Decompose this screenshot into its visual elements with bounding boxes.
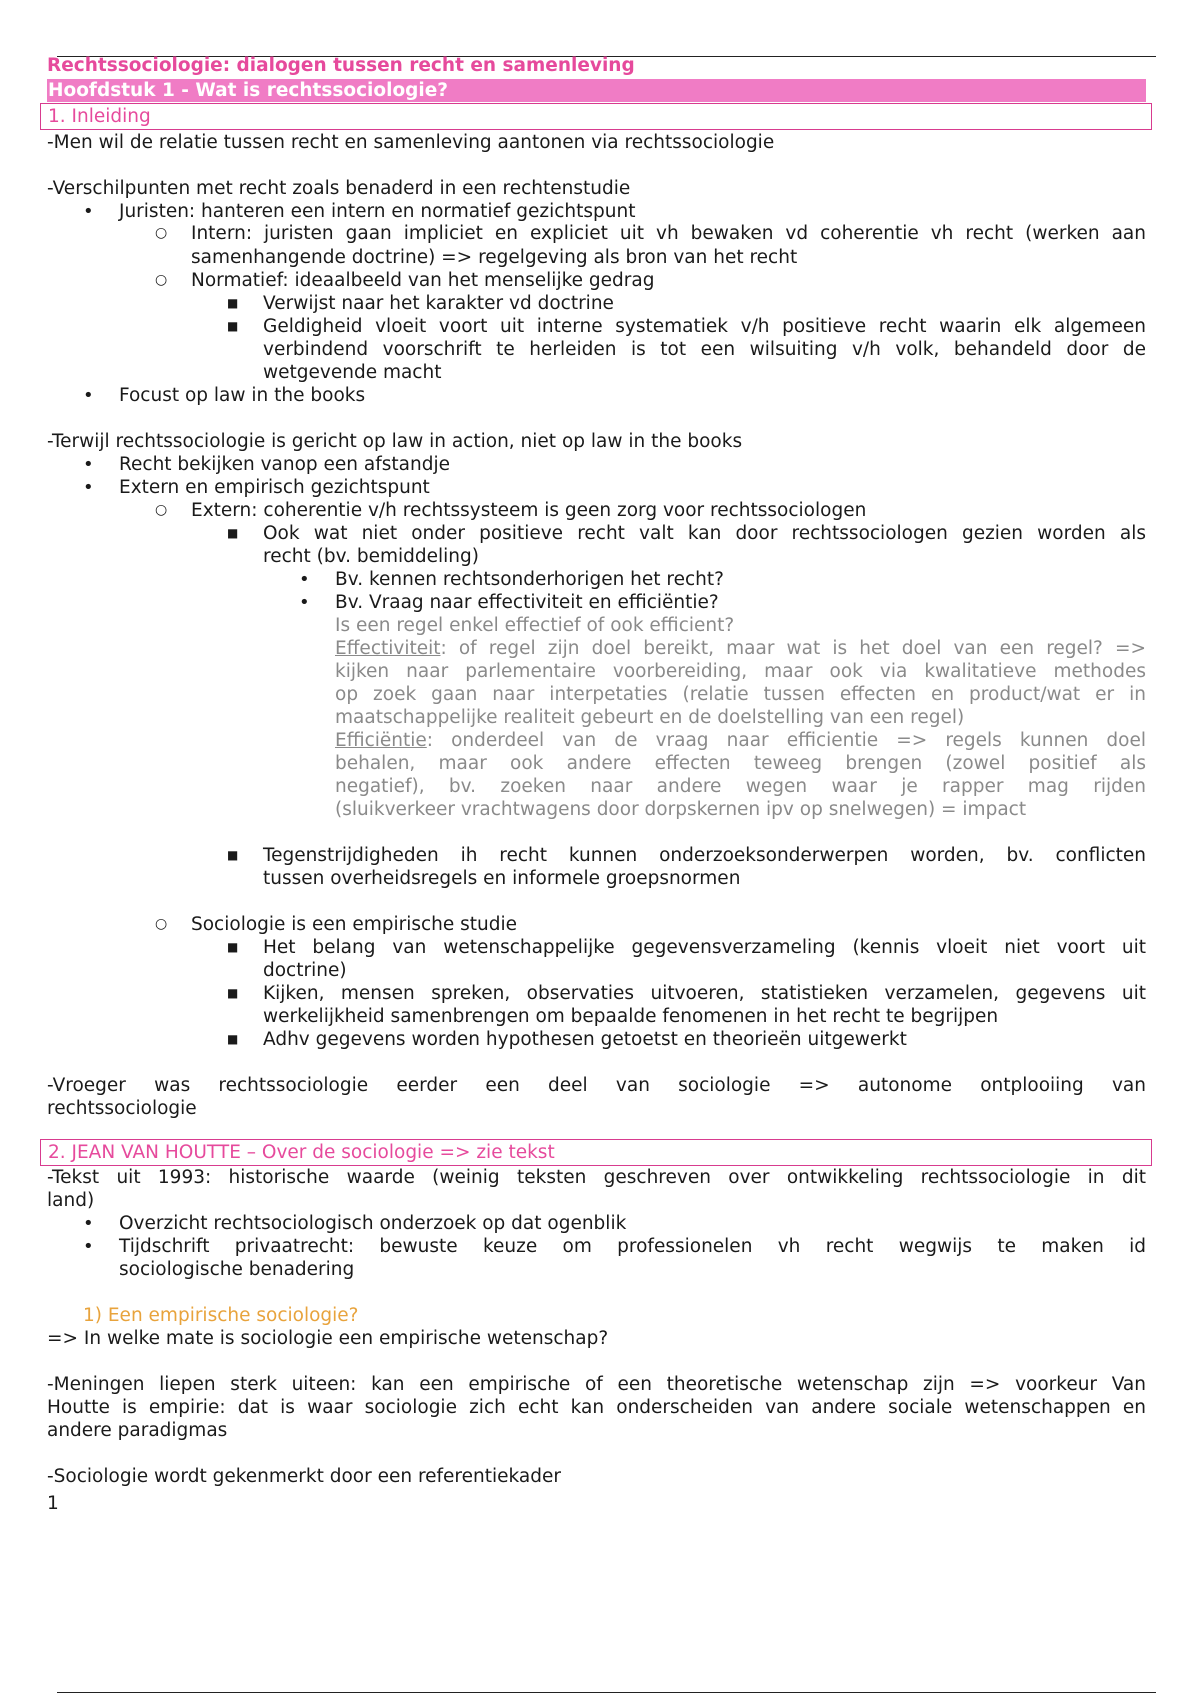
list-item: Adhv gegevens worden hypothesen getoetst en theorieën uitgewerkt	[263, 1029, 907, 1050]
note-line: (sluikverkeer vrachtwagens door dorpskernen ipv op snelwegen) = impact	[335, 799, 1027, 820]
section-heading-van-houtte: 2. JEAN VAN HOUTTE – Over de sociologie => zie tekst	[40, 1139, 1152, 1166]
note-line	[335, 729, 1146, 753]
paragraph-line: -Meningen liepen sterk uiteen: kan een empirische of een theoretische wetenschap zijn => voorkeur Van	[47, 1374, 1146, 1395]
note-line: kijken naar parlementaire voorbereiding, maar ook via kwalitatieve methodes	[335, 661, 1146, 682]
list-item: Sociologie is een empirische studie	[191, 914, 518, 935]
list-item-continued: doctrine)	[263, 960, 347, 981]
list-item: Recht bekijken vanop een afstandje	[119, 454, 450, 475]
list-item-continued: sociologische benadering	[119, 1259, 355, 1280]
page-number: 1	[47, 1493, 59, 1514]
list-item: Geldigheid vloeit voort uit interne systematiek v/h positieve recht waarin elk algemeen	[263, 316, 1146, 337]
section-heading-inleiding: 1. Inleiding	[40, 103, 1152, 130]
document-title: Rechtssociologie: dialogen tussen recht en samenleving	[47, 55, 635, 76]
paragraph-line: Houtte is empirie: dat is waar sociologie zich echt kan onderscheiden van andere sociale wetenschappen en	[47, 1397, 1146, 1418]
list-item-continued: samenhangende doctrine) => regelgeving als bron van het recht	[191, 247, 798, 268]
list-item: Verwijst naar het karakter vd doctrine	[263, 293, 614, 314]
term-efficientie: Efficiëntie	[335, 730, 427, 751]
bottom-rule	[57, 1692, 1156, 1693]
list-item: Extern: coherentie v/h rechtssysteem is geen zorg voor rechtssociologen	[191, 500, 867, 521]
note-line: behalen, maar ook andere effecten teweeg brengen (zowel positief als	[335, 753, 1146, 774]
note-text: : of regel zijn doel bereikt, maar wat is het doel van een regel? =>	[440, 638, 1146, 659]
list-item: Bv. kennen rechtsonderhorigen het recht?	[335, 569, 724, 590]
term-effectiviteit: Effectiviteit	[335, 638, 441, 659]
paragraph-line: -Vroeger was rechtssociologie eerder een deel van sociologie => autonome ontplooiing van	[47, 1075, 1146, 1096]
bullet-square-icon: ■	[227, 296, 239, 310]
bullet-square-icon: ■	[227, 940, 239, 954]
bullet-dot-icon: •	[83, 1213, 94, 1234]
note-line: negatief), bv. zoeken naar andere wegen waar je rapper mag rijden	[335, 776, 1146, 797]
note-text: : onderdeel van de vraag naar efficientie => regels kunnen doel	[426, 730, 1146, 751]
bullet-dot-icon: •	[83, 454, 94, 475]
note-line: Is een regel enkel effectief of ook efficient?	[335, 615, 735, 636]
paragraph-line: -Terwijl rechtssociologie is gericht op law in action, niet op law in the books	[47, 431, 743, 452]
bullet-square-icon: ■	[227, 986, 239, 1000]
paragraph-line: -Tekst uit 1993: historische waarde (weinig teksten geschreven over ontwikkeling rechtssociologie in dit	[47, 1167, 1146, 1188]
list-item: Tegenstrijdigheden ih recht kunnen onderzoeksonderwerpen worden, bv. conflicten	[263, 845, 1146, 866]
bullet-circle-icon: ○	[155, 502, 168, 518]
list-item-continued: recht (bv. bemiddeling)	[263, 546, 479, 567]
list-item: Intern: juristen gaan impliciet en expliciet uit vh bewaken vd coherentie vh recht (werken aan	[191, 223, 1146, 244]
document-page	[47, 0, 1146, 1700]
list-item: Focust op law in the books	[119, 385, 366, 406]
note-line: maatschappelijke realiteit gebeurt en de doelstelling van een regel)	[335, 707, 965, 728]
note-line: op zoek gaan naar interpetaties (relatie tussen effecten en product/wat er in	[335, 684, 1146, 705]
bullet-square-icon: ■	[227, 848, 239, 862]
bullet-square-icon: ■	[227, 319, 239, 333]
list-item: Het belang van wetenschappelijke gegevensverzameling (kennis vloeit niet voort uit	[263, 937, 1146, 958]
paragraph-line: -Sociologie wordt gekenmerkt door een referentiekader	[47, 1466, 561, 1487]
list-item: Normatief: ideaalbeeld van het menselijke gedrag	[191, 270, 655, 291]
bullet-square-icon: ■	[227, 526, 239, 540]
paragraph-line: land)	[47, 1190, 95, 1211]
list-item: Ook wat niet onder positieve recht valt kan door rechtssociologen gezien worden als	[263, 523, 1146, 544]
list-item: Kijken, mensen spreken, observaties uitvoeren, statistieken verzamelen, gegevens uit	[263, 983, 1146, 1004]
paragraph-line: => In welke mate is sociologie een empirische wetenschap?	[47, 1328, 609, 1349]
bullet-dot-icon: •	[299, 569, 310, 590]
list-item-continued: wetgevende macht	[263, 362, 442, 383]
paragraph-line: rechtssociologie	[47, 1098, 197, 1119]
list-item: Juristen: hanteren een intern en normatief gezichtspunt	[119, 201, 636, 222]
list-item-continued: verbindend voorschrift te herleiden is tot een wilsuiting v/h volk, behandeld door de	[263, 339, 1146, 360]
bullet-dot-icon: •	[83, 385, 94, 406]
bullet-dot-icon: •	[83, 1236, 94, 1257]
note-line	[335, 637, 1146, 661]
paragraph-line: andere paradigmas	[47, 1420, 228, 1441]
bullet-circle-icon: ○	[155, 916, 168, 932]
bullet-circle-icon: ○	[155, 225, 168, 241]
list-item: Overzicht rechtsociologisch onderzoek op dat ogenblik	[119, 1213, 627, 1234]
bullet-square-icon: ■	[227, 1032, 239, 1046]
list-item: Tijdschrift privaatrecht: bewuste keuze om professionelen vh recht wegwijs te maken id	[119, 1236, 1146, 1257]
subheading: 1) Een empirische sociologie?	[83, 1305, 359, 1326]
paragraph-line: -Men wil de relatie tussen recht en samenleving aantonen via rechtssociologie	[47, 132, 775, 153]
bullet-dot-icon: •	[83, 477, 94, 498]
paragraph-line: -Verschilpunten met recht zoals benaderd in een rechtenstudie	[47, 178, 631, 199]
list-item-continued: werkelijkheid samenbrengen om bepaalde fenomenen in het recht te begrijpen	[263, 1006, 999, 1027]
chapter-heading: Hoofdstuk 1 - Wat is rechtssociologie?	[47, 79, 1146, 102]
bullet-dot-icon: •	[299, 592, 310, 613]
list-item: Extern en empirisch gezichtspunt	[119, 477, 430, 498]
list-item-continued: tussen overheidsregels en informele groepsnormen	[263, 868, 741, 889]
bullet-circle-icon: ○	[155, 272, 168, 288]
list-item: Bv. Vraag naar effectiviteit en efficiëntie?	[335, 592, 719, 613]
bullet-dot-icon: •	[83, 201, 94, 222]
